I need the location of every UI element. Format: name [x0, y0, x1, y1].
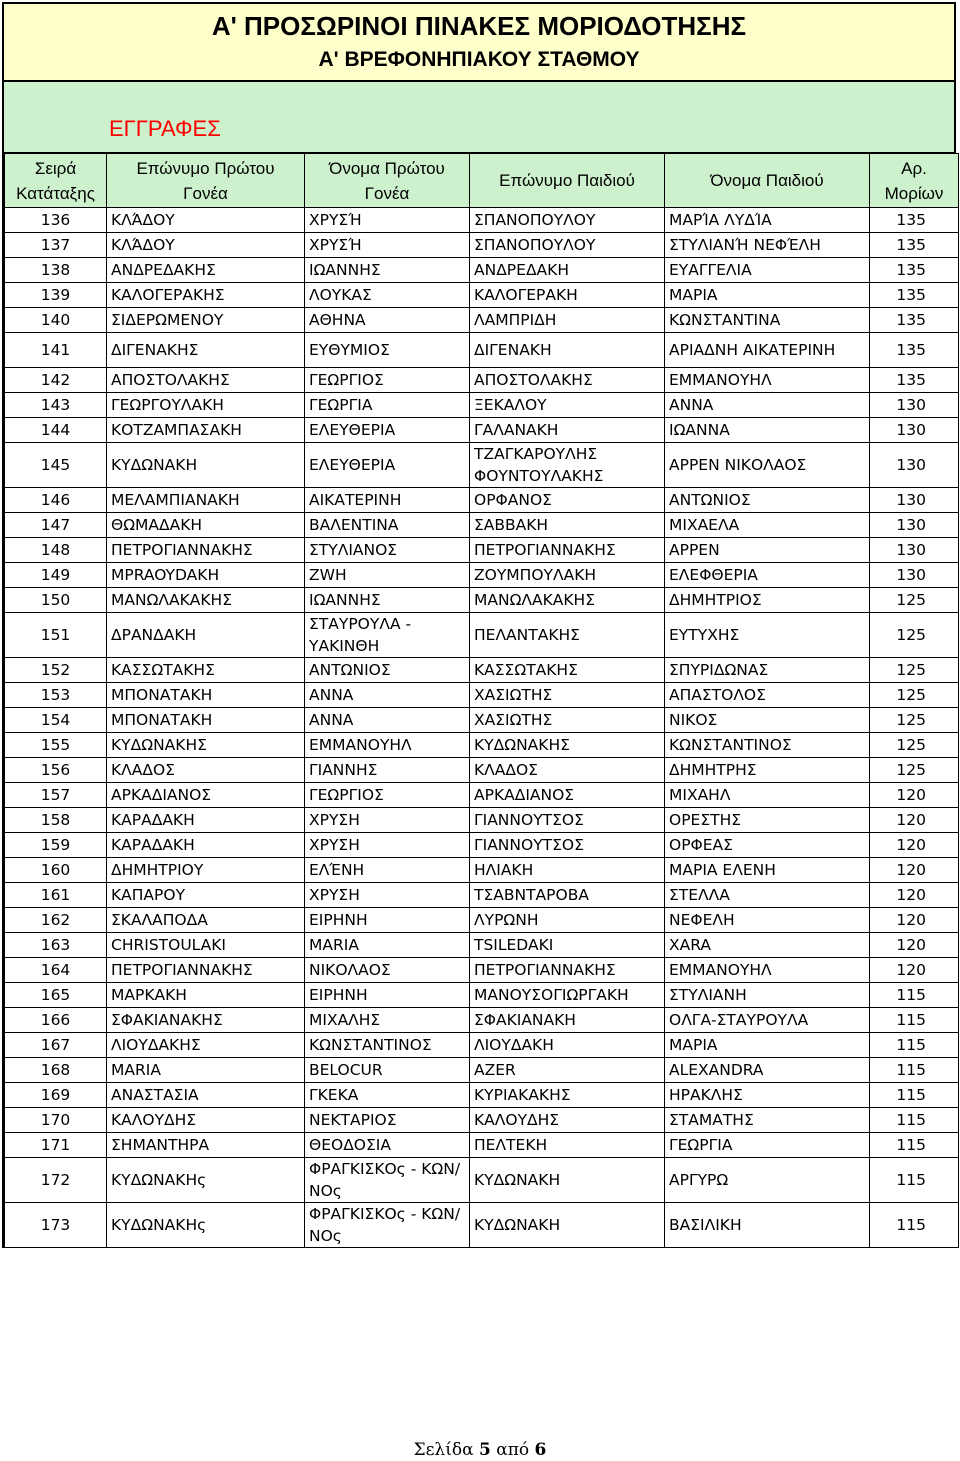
table-row: [5, 333, 959, 368]
parent-surname: ΜΑΝΩΛΑΚΑΚΗΣ: [107, 588, 305, 613]
page-subtitle: Α' ΒΡΕΦΟΝΗΠΙΑΚΟΥ ΣΤΑΘΜΟΥ: [318, 48, 640, 71]
table-row: [5, 283, 959, 308]
parent-name: ΧΡΥΣΗ: [305, 808, 470, 833]
parent-surname: ΣΚΑΛΑΠΟΔΑ: [107, 908, 305, 933]
parent-surname: ΠΕΤΡΟΓΙΑΝΝΑΚΗΣ: [107, 958, 305, 983]
row-points: 115: [870, 1058, 959, 1083]
parent-name: ΓΕΩΡΓΙΟΣ: [305, 783, 470, 808]
child-surname: TSILEDAKI: [470, 933, 665, 958]
child-surname: ΑΡΚΑΔΙΑΝΟΣ: [470, 783, 665, 808]
child-surname: ΚΥΔΩΝΑΚΗΣ: [470, 733, 665, 758]
child-surname: ΓΙΑΝΝΟΥΤΣΟΣ: [470, 808, 665, 833]
row-points: 125: [870, 708, 959, 733]
parent-name: ΑΝΝΑ: [305, 683, 470, 708]
parent-surname: ΜΑΡΚΑΚΗ: [107, 983, 305, 1008]
child-name: ΜΑΡΙΑ: [665, 283, 870, 308]
table-row: [5, 588, 959, 613]
child-surname: ΑΝΔΡΕΔΑΚΗ: [470, 258, 665, 283]
table-header-row: [5, 154, 959, 208]
parent-name: ΦΡΑΓΚΙΣΚΟς - ΚΩΝ/ΝΟς: [305, 1203, 470, 1248]
total-pages: 6: [534, 1440, 547, 1460]
row-rank: 137: [5, 233, 107, 258]
table-row: [5, 858, 959, 883]
parent-name: ΓΕΩΡΓΙΟΣ: [305, 368, 470, 393]
row-rank: 159: [5, 833, 107, 858]
child-name: ΔΗΜΗΤΡΗΣ: [665, 758, 870, 783]
table-row: [5, 613, 959, 658]
row-points: 125: [870, 733, 959, 758]
child-name: ΟΡΦΕΑΣ: [665, 833, 870, 858]
child-name: ΕΛΕΦΘΕΡΙΑ: [665, 563, 870, 588]
child-name: ΟΛΓΑ-ΣΤΑΥΡΟΥΛΑ: [665, 1008, 870, 1033]
child-name: ΙΩΑΝΝΑ: [665, 418, 870, 443]
table-row: [5, 563, 959, 588]
row-rank: 141: [5, 333, 107, 368]
table-row: [5, 1058, 959, 1083]
table-row: [5, 1203, 959, 1248]
child-surname: ΣΠΑΝΟΠΟΥΛΟΥ: [470, 233, 665, 258]
parent-name: ΧΡΥΣΉ: [305, 233, 470, 258]
table-row: [5, 933, 959, 958]
child-surname: ΜΑΝΩΛΑΚΑΚΗΣ: [470, 588, 665, 613]
parent-surname: ΑΝΑΣΤΑΣΙΑ: [107, 1083, 305, 1108]
parent-surname: ΔΡΑΝΔΑΚΗ: [107, 613, 305, 658]
child-name: ΟΡΕΣΤΗΣ: [665, 808, 870, 833]
col-header-rank: Σειρά Κατάταξης: [5, 154, 107, 208]
row-points: 130: [870, 488, 959, 513]
child-name: ΚΩΝΣΤΑΝΤΙΝΑ: [665, 308, 870, 333]
page-footer: Σελίδα 5 από 6: [413, 1440, 547, 1460]
row-points: 115: [870, 1083, 959, 1108]
child-name: ΕΜΜΑΝΟΥΗΛ: [665, 368, 870, 393]
child-surname: AZER: [470, 1058, 665, 1083]
row-rank: 172: [5, 1158, 107, 1203]
row-points: 115: [870, 1158, 959, 1203]
parent-surname: ΠΕΤΡΟΓΙΑΝΝΑΚΗΣ: [107, 538, 305, 563]
parent-name: ΝΙΚΟΛΑΟΣ: [305, 958, 470, 983]
child-name: ΒΑΣΙΛΙΚΗ: [665, 1203, 870, 1248]
row-points: 120: [870, 833, 959, 858]
row-points: 120: [870, 908, 959, 933]
page-title: Α' ΠΡΟΣΩΡΙΝΟΙ ΠΙΝΑΚΕΣ ΜΟΡΙΟΔΟΤΗΣΗΣ: [211, 11, 747, 41]
row-points: 125: [870, 588, 959, 613]
table-row: [5, 958, 959, 983]
row-points: 130: [870, 443, 959, 488]
child-name: ΑΠΑΣΤΟΛΟΣ: [665, 683, 870, 708]
table-row: [5, 1008, 959, 1033]
parent-name: ΓΚΕΚΑ: [305, 1083, 470, 1108]
child-name: ΔΗΜΗΤΡΙΟΣ: [665, 588, 870, 613]
child-name: ΣΤΑΜΑΤΗΣ: [665, 1108, 870, 1133]
row-rank: 144: [5, 418, 107, 443]
child-name: XARA: [665, 933, 870, 958]
row-points: 115: [870, 1133, 959, 1158]
table-row: [5, 883, 959, 908]
parent-surname: ΚΟΤΖΑΜΠΑΣΑΚΗ: [107, 418, 305, 443]
row-points: 135: [870, 308, 959, 333]
table-body: [5, 208, 959, 1248]
child-name: ΑΡΡΕΝ ΝΙΚΟΛΑΟΣ: [665, 443, 870, 488]
parent-name: ΑΙΚΑΤΕΡΙΝΗ: [305, 488, 470, 513]
parent-name: ΧΡΥΣΗ: [305, 883, 470, 908]
table-row: [5, 513, 959, 538]
table-row: [5, 308, 959, 333]
child-name: ΝΙΚΟΣ: [665, 708, 870, 733]
child-name: ΚΩΝΣΤΑΝΤΙΝΟΣ: [665, 733, 870, 758]
parent-surname: ΘΩΜΑΔΑΚΗ: [107, 513, 305, 538]
child-surname: ΜΑΝΟΥΣΟΓΙΩΡΓΑΚΗ: [470, 983, 665, 1008]
child-name: ΓΕΩΡΓΙΑ: [665, 1133, 870, 1158]
parent-surname: ΚΑΡΑΔΑΚΗ: [107, 833, 305, 858]
child-name: ΝΕΦΕΛΗ: [665, 908, 870, 933]
parent-name: ΕΥΘΥΜΙΟΣ: [305, 333, 470, 368]
row-points: 120: [870, 933, 959, 958]
row-rank: 138: [5, 258, 107, 283]
child-name: ΗΡΑΚΛΗΣ: [665, 1083, 870, 1108]
parent-name: ΦΡΑΓΚΙΣΚΟς - ΚΩΝ/ΝΟς: [305, 1158, 470, 1203]
child-surname: ΚΑΛΟΥΔΗΣ: [470, 1108, 665, 1133]
child-name: ALEXANDRA: [665, 1058, 870, 1083]
parent-name: ΙΩΑΝΝΗΣ: [305, 588, 470, 613]
row-rank: 140: [5, 308, 107, 333]
parent-surname: ΣΙΔΕΡΩΜΕΝΟΥ: [107, 308, 305, 333]
row-rank: 171: [5, 1133, 107, 1158]
child-surname: ΛΑΜΠΡΙΔΗ: [470, 308, 665, 333]
row-rank: 155: [5, 733, 107, 758]
row-points: 135: [870, 283, 959, 308]
parent-surname: MARIA: [107, 1058, 305, 1083]
row-rank: 164: [5, 958, 107, 983]
row-rank: 157: [5, 783, 107, 808]
child-surname: ΞΕΚΑΛΟΥ: [470, 393, 665, 418]
table-row: [5, 538, 959, 563]
row-points: 135: [870, 368, 959, 393]
table-row: [5, 1133, 959, 1158]
row-points: 125: [870, 683, 959, 708]
row-points: 125: [870, 613, 959, 658]
parent-name: ΧΡΥΣΗ: [305, 833, 470, 858]
child-surname: ΧΑΣΙΩΤΗΣ: [470, 708, 665, 733]
child-surname: ΠΕΤΡΟΓΙΑΝΝΑΚΗΣ: [470, 958, 665, 983]
parent-surname: ΚΑΛΟΥΔΗΣ: [107, 1108, 305, 1133]
child-name: ΑΝΤΩΝΙΟΣ: [665, 488, 870, 513]
child-surname: ΓΑΛΑΝΑΚΗ: [470, 418, 665, 443]
row-rank: 151: [5, 613, 107, 658]
parent-name: ΕΛΕΥΘΕΡΙΑ: [305, 418, 470, 443]
row-points: 120: [870, 858, 959, 883]
parent-surname: ΚΑΣΣΩΤΑΚΗΣ: [107, 658, 305, 683]
parent-name: ΕΜΜΑΝΟΥΗΛ: [305, 733, 470, 758]
parent-name: ΘΕΟΔΟΣΙΑ: [305, 1133, 470, 1158]
table-row: [5, 258, 959, 283]
col-header-parent-surname: Επώνυμο Πρώτου Γονέα: [107, 154, 305, 208]
child-name: ΜΑΡΊΑ ΛΥΔΊΑ: [665, 208, 870, 233]
row-rank: 168: [5, 1058, 107, 1083]
child-surname: ΛΥΡΩΝΗ: [470, 908, 665, 933]
parent-name: MARIA: [305, 933, 470, 958]
child-surname: ΚΛΑΔΟΣ: [470, 758, 665, 783]
row-points: 120: [870, 783, 959, 808]
table-row: [5, 983, 959, 1008]
parent-surname: ΚΑΛΟΓΕΡΑΚΗΣ: [107, 283, 305, 308]
parent-surname: ΜΠΟΝΑΤΑΚΗ: [107, 683, 305, 708]
row-points: 125: [870, 658, 959, 683]
child-name: ΜΑΡΙΑ ΕΛΕΝΗ: [665, 858, 870, 883]
row-rank: 170: [5, 1108, 107, 1133]
col-header-parent-name: Όνομα Πρώτου Γονέα: [305, 154, 470, 208]
table-row: [5, 833, 959, 858]
child-surname: ΣΠΑΝΟΠΟΥΛΟΥ: [470, 208, 665, 233]
child-surname: ΓΙΑΝΝΟΥΤΣΟΣ: [470, 833, 665, 858]
row-points: 130: [870, 513, 959, 538]
row-points: 130: [870, 538, 959, 563]
table-row: [5, 683, 959, 708]
parent-surname: ΑΡΚΑΔΙΑΝΟΣ: [107, 783, 305, 808]
child-surname: ΟΡΦΑΝΟΣ: [470, 488, 665, 513]
parent-surname: ΔΗΜΗΤΡΙΟΥ: [107, 858, 305, 883]
table-row: [5, 1033, 959, 1058]
row-rank: 147: [5, 513, 107, 538]
parent-name: ΕΙΡΗΝΗ: [305, 983, 470, 1008]
child-name: ΕΜΜΑΝΟΥΗΛ: [665, 958, 870, 983]
child-surname: ΚΥΡΙΑΚΑΚΗΣ: [470, 1083, 665, 1108]
child-name: ΕΥΑΓΓΕΛΙΑ: [665, 258, 870, 283]
table-row: [5, 708, 959, 733]
section-heading: ΕΓΓΡΑΦΕΣ: [109, 116, 221, 141]
child-name: ΜΑΡΙΑ: [665, 1033, 870, 1058]
child-name: ΑΡΓΥΡΩ: [665, 1158, 870, 1203]
child-surname: ΚΥΔΩΝΑΚΗ: [470, 1203, 665, 1248]
row-points: 135: [870, 233, 959, 258]
child-surname: ΔΙΓΕΝΑΚΗ: [470, 333, 665, 368]
table-row: [5, 208, 959, 233]
row-points: 130: [870, 563, 959, 588]
current-page: 5: [479, 1440, 491, 1460]
row-rank: 146: [5, 488, 107, 513]
row-points: 130: [870, 393, 959, 418]
row-rank: 166: [5, 1008, 107, 1033]
row-rank: 156: [5, 758, 107, 783]
child-surname: ΠΕΛΑΝΤΑΚΗΣ: [470, 613, 665, 658]
parent-surname: ΛΙΟΥΔΑΚΗΣ: [107, 1033, 305, 1058]
child-name: ΑΝΝΑ: [665, 393, 870, 418]
row-rank: 149: [5, 563, 107, 588]
parent-name: ΕΙΡΗΝΗ: [305, 908, 470, 933]
parent-surname: ΚΑΡΑΔΑΚΗ: [107, 808, 305, 833]
row-points: 115: [870, 1008, 959, 1033]
row-points: 120: [870, 883, 959, 908]
row-points: 135: [870, 258, 959, 283]
table-row: [5, 418, 959, 443]
table-row: [5, 758, 959, 783]
parent-surname: ΑΝΔΡΕΔΑΚΗΣ: [107, 258, 305, 283]
parent-name: ΑΝΝΑ: [305, 708, 470, 733]
parent-name: ΝΕΚΤΑΡΙΟΣ: [305, 1108, 470, 1133]
child-surname: ΚΑΛΟΓΕΡΑΚΗ: [470, 283, 665, 308]
parent-surname: ΜΕΛΑΜΠΙΑΝΑΚΗ: [107, 488, 305, 513]
child-surname: ΑΠΟΣΤΟΛΑΚΗΣ: [470, 368, 665, 393]
child-surname: ΣΑΒΒΑΚΗ: [470, 513, 665, 538]
row-rank: 165: [5, 983, 107, 1008]
row-points: 120: [870, 808, 959, 833]
table-row: [5, 233, 959, 258]
table-row: [5, 658, 959, 683]
parent-name: ΓΙΑΝΝΗΣ: [305, 758, 470, 783]
table-row: [5, 1083, 959, 1108]
parent-name: ΑΝΤΩΝΙΟΣ: [305, 658, 470, 683]
child-name: ΕΥΤΥΧΗΣ: [665, 613, 870, 658]
parent-name: ΜΙΧΑΛΗΣ: [305, 1008, 470, 1033]
row-points: 115: [870, 1033, 959, 1058]
child-name: ΣΤΕΛΛΑ: [665, 883, 870, 908]
row-rank: 148: [5, 538, 107, 563]
child-name: ΜΙΧΑΗΛ: [665, 783, 870, 808]
parent-surname: ΚΛΆΔΟΥ: [107, 233, 305, 258]
row-rank: 139: [5, 283, 107, 308]
row-rank: 154: [5, 708, 107, 733]
row-rank: 142: [5, 368, 107, 393]
parent-surname: ΚΥΔΩΝΑΚΗς: [107, 1158, 305, 1203]
child-name: ΑΡΡΕΝ: [665, 538, 870, 563]
child-name: ΣΤΥΛΙΑΝΉ ΝΕΦΈΛΗ: [665, 233, 870, 258]
child-surname: ΧΑΣΙΩΤΗΣ: [470, 683, 665, 708]
row-rank: 162: [5, 908, 107, 933]
parent-name: ΛΟΥΚΑΣ: [305, 283, 470, 308]
row-rank: 152: [5, 658, 107, 683]
row-rank: 150: [5, 588, 107, 613]
row-rank: 160: [5, 858, 107, 883]
child-surname: ΖΟΥΜΠΟΥΛΑΚΗ: [470, 563, 665, 588]
child-surname: ΠΕΤΡΟΓΙΑΝΝΑΚΗΣ: [470, 538, 665, 563]
document-sheet: [2, 2, 956, 1248]
table-row: [5, 783, 959, 808]
table-row: [5, 1108, 959, 1133]
table-row: [5, 488, 959, 513]
parent-name: ΣΤΑΥΡΟΥΛΑ - ΥΑΚΙΝΘΗ: [305, 613, 470, 658]
parent-surname: ΚΛΑΔΟΣ: [107, 758, 305, 783]
parent-name: ΙΩΑΝΝΗΣ: [305, 258, 470, 283]
parent-surname: ΚΥΔΩΝΑΚΗς: [107, 1203, 305, 1248]
child-name: ΜΙΧΑΕΛΑ: [665, 513, 870, 538]
parent-surname: ΣΦΑΚΙΑΝΑΚΗΣ: [107, 1008, 305, 1033]
table-row: [5, 908, 959, 933]
title-box: [2, 2, 956, 82]
table-row: [5, 808, 959, 833]
row-rank: 173: [5, 1203, 107, 1248]
child-surname: ΤΖΑΓΚΑΡΟΥΛΗΣ ΦΟΥΝΤΟΥΛΑΚΗΣ: [470, 443, 665, 488]
section-heading-row: [4, 82, 954, 153]
parent-name: ΧΡΥΣΉ: [305, 208, 470, 233]
parent-name: ΒΑΛΕΝΤΙΝΑ: [305, 513, 470, 538]
row-rank: 169: [5, 1083, 107, 1108]
row-points: 125: [870, 758, 959, 783]
parent-surname: ΔΙΓΕΝΑΚΗΣ: [107, 333, 305, 368]
table-area: [2, 82, 956, 1248]
parent-surname: ΑΠΟΣΤΟΛΑΚΗΣ: [107, 368, 305, 393]
parent-name: BELOCUR: [305, 1058, 470, 1083]
child-surname: ΚΥΔΩΝΑΚΗ: [470, 1158, 665, 1203]
parent-name: ΕΛΈΝΗ: [305, 858, 470, 883]
col-header-points: Αρ. Μορίων: [870, 154, 959, 208]
child-surname: ΚΑΣΣΩΤΑΚΗΣ: [470, 658, 665, 683]
row-rank: 143: [5, 393, 107, 418]
col-header-child-name: Όνομα Παιδιού: [665, 154, 870, 208]
row-points: 135: [870, 208, 959, 233]
row-points: 130: [870, 418, 959, 443]
col-header-child-surname: Επώνυμο Παιδιού: [470, 154, 665, 208]
child-surname: ΗΛΙΑΚΗ: [470, 858, 665, 883]
row-points: 115: [870, 1108, 959, 1133]
parent-surname: ΚΑΠΑΡΟΥ: [107, 883, 305, 908]
table-row: [5, 368, 959, 393]
child-name: ΣΤΥΛΙΑΝΗ: [665, 983, 870, 1008]
table-row: [5, 443, 959, 488]
row-rank: 167: [5, 1033, 107, 1058]
row-rank: 145: [5, 443, 107, 488]
row-rank: 163: [5, 933, 107, 958]
child-surname: ΤΣΑΒΝΤΑΡΟΒΑ: [470, 883, 665, 908]
table-row: [5, 733, 959, 758]
table-row: [5, 393, 959, 418]
parent-name: ΚΩΝΣΤΑΝΤΙΝΟΣ: [305, 1033, 470, 1058]
child-surname: ΠΕΛΤΕΚΗ: [470, 1133, 665, 1158]
parent-surname: ΚΥΔΩΝΑΚΗ: [107, 443, 305, 488]
row-rank: 161: [5, 883, 107, 908]
child-name: ΣΠΥΡΙΔΩΝΑΣ: [665, 658, 870, 683]
parent-name: ΣΤΥΛΙΑΝΟΣ: [305, 538, 470, 563]
table-row: [5, 1158, 959, 1203]
row-points: 115: [870, 1203, 959, 1248]
row-rank: 153: [5, 683, 107, 708]
row-rank: 158: [5, 808, 107, 833]
parent-surname: ΣΗΜΑΝΤΗΡΑ: [107, 1133, 305, 1158]
parent-surname: ΜΠΟΝΑΤΑΚΗ: [107, 708, 305, 733]
row-rank: 136: [5, 208, 107, 233]
parent-name: ΑΘΗΝΑ: [305, 308, 470, 333]
parent-name: ΓΕΩΡΓΙΑ: [305, 393, 470, 418]
row-points: 120: [870, 958, 959, 983]
parent-name: ΕΛΕΥΘΕΡΙΑ: [305, 443, 470, 488]
parent-surname: MPRAOYDAKH: [107, 563, 305, 588]
parent-surname: ΚΥΔΩΝΑΚΗΣ: [107, 733, 305, 758]
row-points: 115: [870, 983, 959, 1008]
ranking-table: [4, 153, 959, 1248]
parent-surname: ΚΛΆΔΟΥ: [107, 208, 305, 233]
parent-surname: ΓΕΩΡΓΟΥΛΑΚΗ: [107, 393, 305, 418]
parent-name: ZWH: [305, 563, 470, 588]
child-surname: ΣΦΑΚΙΑΝΑΚΗ: [470, 1008, 665, 1033]
parent-surname: CHRISTOULAKI: [107, 933, 305, 958]
child-name: ΑΡΙΑΔΝΗ ΑΙΚΑΤΕΡΙΝΗ: [665, 333, 870, 368]
child-surname: ΛΙΟΥΔΑΚΗ: [470, 1033, 665, 1058]
row-points: 135: [870, 333, 959, 368]
